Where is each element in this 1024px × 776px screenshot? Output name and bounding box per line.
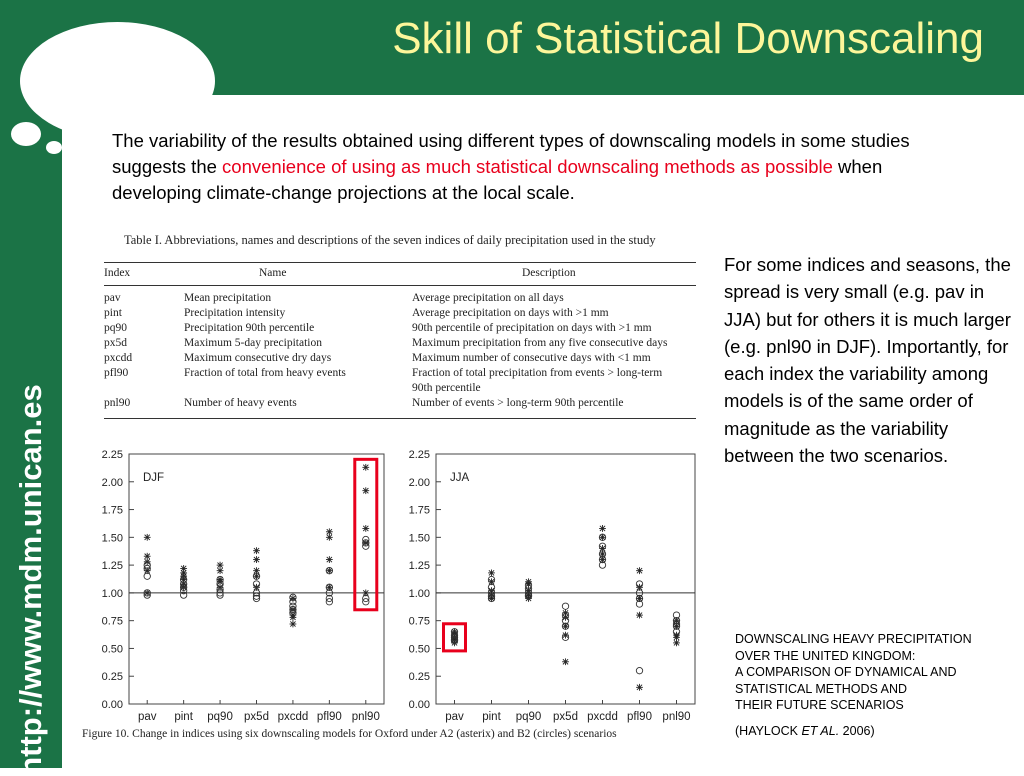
y-tick-label: 0.50 [101, 643, 123, 656]
x-tick-label: pnl90 [351, 711, 380, 723]
table-row [104, 292, 696, 307]
figure-caption: Figure 10. Change in indices using six downscaling models for Oxford under A2 (asterix) and B2 (circles) scenarios [82, 728, 617, 740]
intro-paragraph [112, 128, 972, 206]
a2-asterisk-point [144, 553, 151, 560]
table-cell-description: Average precipitation on all days [412, 292, 564, 304]
table-cell-description: 90th percentile [412, 382, 481, 394]
header-name: Name [259, 267, 287, 279]
table-row [104, 322, 696, 337]
reference-line: STATISTICAL METHODS AND [735, 681, 908, 696]
table-cell-description: 90th percentile of precipitation on days with >1 mm [412, 322, 652, 334]
chart-jja [393, 440, 703, 725]
table-cell-description: Average precipitation on days with >1 mm [412, 307, 609, 319]
x-tick-label: pav [137, 711, 157, 723]
a2-asterisk-point [636, 612, 643, 619]
table-cell-name: Mean precipitation [184, 292, 272, 304]
a2-asterisk-point [217, 562, 224, 569]
y-tick-label: 0.75 [101, 615, 123, 628]
table-row [104, 397, 696, 412]
a2-asterisk-point [253, 547, 260, 554]
reference-line: DOWNSCALING HEAVY PRECIPITATION [735, 632, 972, 646]
y-tick-label: 2.25 [408, 449, 430, 461]
table-cell-index: pnl90 [104, 397, 131, 409]
y-tick-label: 1.75 [101, 504, 123, 517]
x-tick-label: px5d [553, 711, 578, 723]
reference-year: 2006) [839, 723, 875, 738]
a2-asterisk-point [362, 525, 369, 532]
table-cell-name: Maximum 5-day precipitation [184, 337, 322, 349]
table-row [104, 307, 696, 322]
y-tick-label: 2.00 [408, 476, 430, 489]
a2-asterisk-point [362, 464, 369, 471]
x-tick-label: pfl90 [627, 711, 652, 723]
y-tick-label: 0.25 [408, 671, 430, 684]
a2-asterisk-point [488, 569, 495, 576]
x-tick-label: px5d [244, 711, 269, 723]
header-index: Index [104, 267, 131, 279]
table-cell-index: px5d [104, 337, 127, 349]
cloud-dot-small [46, 141, 62, 154]
x-tick-label: pint [482, 711, 501, 723]
table-header-row [104, 267, 696, 285]
y-tick-label: 1.75 [408, 504, 430, 517]
table-cell-index: pint [104, 307, 122, 319]
a2-asterisk-point [599, 525, 606, 532]
y-tick-label: 1.25 [101, 560, 123, 573]
y-tick-label: 1.50 [408, 532, 430, 545]
reference-title [735, 631, 972, 714]
table-row [104, 367, 696, 382]
x-tick-label: pq90 [515, 711, 542, 723]
a2-asterisk-point [144, 534, 151, 541]
table-cell-description: Maximum number of consecutive days with <1 mm [412, 352, 651, 364]
intro-text-1: The variability of the results obtained using different types of downscaling models in some studies suggests the [112, 130, 910, 177]
side-url[interactable]: http://www.mdm.unican.es [13, 384, 48, 776]
table-cell-index: pxcdd [104, 352, 133, 364]
a2-asterisk-point [253, 556, 260, 563]
table-cell-name: Fraction of total from heavy events [184, 367, 346, 379]
table-cell-index: pfl90 [104, 367, 129, 379]
x-tick-label: pnl90 [662, 711, 691, 723]
reference-line: A COMPARISON OF DYNAMICAL AND [735, 665, 957, 679]
table-row [104, 352, 696, 367]
table-cell-index: pq90 [104, 322, 127, 334]
reference-block [735, 631, 972, 739]
table-rule-bottom [104, 418, 696, 419]
header-description: Description [522, 267, 576, 279]
table-cell-name: Precipitation intensity [184, 307, 286, 319]
table-body [104, 292, 696, 412]
table-caption: Table I. Abbreviations, names and descriptions of the seven indices of daily precipitation used in the study [124, 233, 656, 247]
table-cell-name: Precipitation 90th percentile [184, 322, 315, 334]
y-tick-label: 1.25 [408, 560, 430, 573]
table-cell-name: Number of heavy events [184, 397, 297, 409]
table-cell-description: Number of events > long-term 90th percentile [412, 397, 624, 409]
y-tick-label: 2.00 [101, 476, 123, 489]
table-cell-name: Maximum consecutive dry days [184, 352, 332, 364]
indices-table [104, 233, 696, 419]
x-tick-label: pfl90 [316, 711, 342, 723]
a2-asterisk-point [636, 684, 643, 691]
slide-title: Skill of Statistical Downscaling [392, 14, 984, 63]
reference-line: OVER THE UNITED KINGDOM: [735, 648, 916, 663]
table-cell-description: Maximum precipitation from any five consecutive days [412, 337, 668, 349]
cloud-dot-large [11, 122, 41, 146]
x-tick-label: pint [174, 711, 193, 723]
y-tick-label: 0.00 [101, 699, 123, 711]
y-tick-label: 2.25 [101, 449, 123, 461]
table-row [104, 382, 696, 397]
a2-asterisk-point [326, 556, 333, 563]
table-rule-top [104, 262, 696, 263]
y-tick-label: 1.50 [101, 532, 123, 545]
chart-djf [86, 440, 392, 725]
a2-asterisk-point [562, 658, 569, 665]
reference-line: THEIR FUTURE SCENARIOS [735, 698, 904, 712]
cloud-decoration [20, 22, 215, 140]
a2-asterisk-point [290, 621, 297, 628]
y-tick-label: 1.00 [101, 587, 123, 600]
reference-et-al: ET AL. [801, 723, 840, 738]
a2-asterisk-point [362, 487, 369, 494]
x-tick-label: pxcdd [277, 711, 309, 723]
a2-asterisk-point [326, 528, 333, 535]
x-tick-label: pxcdd [587, 711, 618, 723]
intro-highlight: convenience of using as much statistical downscaling methods as possible [222, 156, 833, 177]
side-paragraph: For some indices and seasons, the spread is very small (e.g. pav in JJA) but for others it is much larger (e.g. pnl90 in DJF). Importantly, for each index the variability among models is of the same order of magnitude as the variability between the two scenarios. [724, 254, 1011, 467]
plot-frame [436, 454, 695, 704]
intro-text-2: when developing climate-change projections at the local scale. [112, 156, 883, 203]
season-label: DJF [143, 472, 165, 484]
x-tick-label: pq90 [207, 711, 233, 723]
table-cell-index: pav [104, 292, 121, 304]
a2-asterisk-point [636, 567, 643, 574]
y-tick-label: 1.00 [408, 587, 430, 600]
y-tick-label: 0.25 [101, 671, 123, 684]
reference-author-name: (HAYLOCK [735, 723, 802, 738]
table-cell-description: Fraction of total precipitation from events > long-term [412, 367, 663, 379]
a2-asterisk-point [180, 565, 187, 572]
y-tick-label: 0.75 [408, 615, 430, 628]
table-rule-mid [104, 285, 696, 286]
x-tick-label: pav [445, 711, 464, 723]
table-row [104, 337, 696, 352]
y-tick-label: 0.00 [408, 699, 430, 711]
season-label: JJA [450, 472, 470, 484]
y-tick-label: 0.50 [408, 643, 430, 656]
reference-author [735, 723, 972, 740]
